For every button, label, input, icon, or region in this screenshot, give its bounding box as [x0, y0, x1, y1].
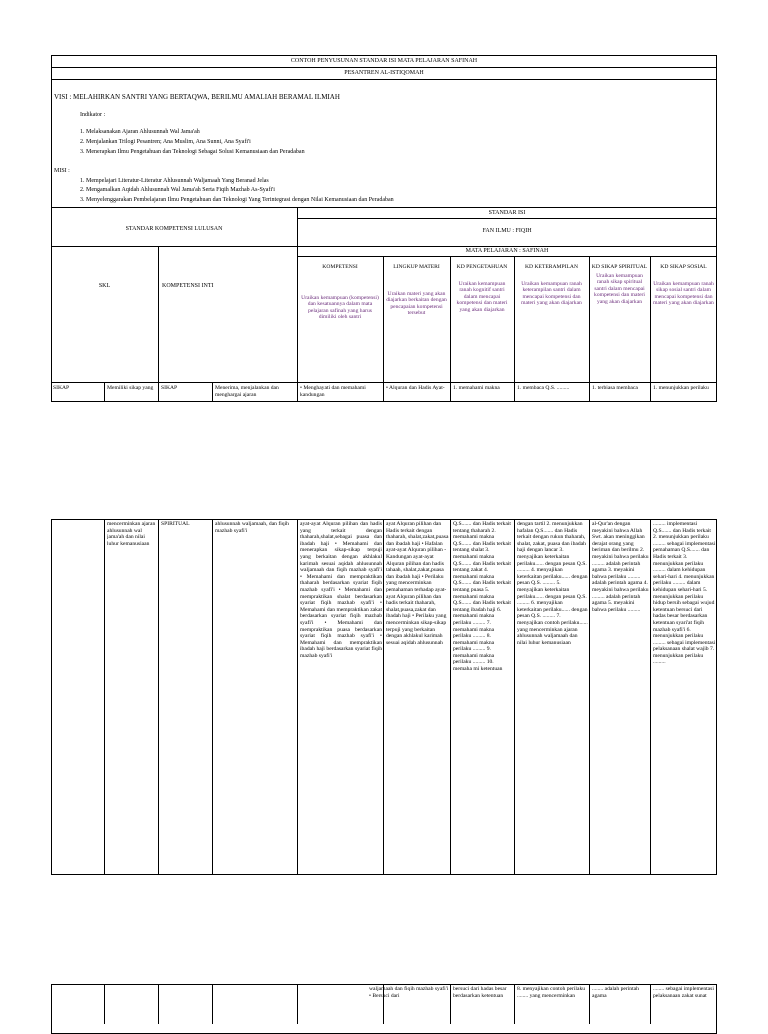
- col-kd-keterampilan: [516, 264, 587, 307]
- row1-kd-k: 1. membaca Q.S. .........: [517, 385, 570, 391]
- fan-ilmu: FAN ILMU : FIQIH: [482, 228, 532, 234]
- col-kd-pengetahuan-desc: Uraikan kemampuan ranah kognitif santri dalam mencapai kompetensi dan materi yang akan diajarkan: [456, 280, 508, 313]
- mata-pelajaran: MATA PELAJARAN : SAFINAH: [465, 248, 549, 254]
- misi-3: 3. Menyelenggarakan Pembelajaran Ilmu Pengetahuan dan Teknologi Yang Terintegrasi dengan Nilai Kemanusiaan dan Peradaban: [80, 197, 394, 203]
- indikator-label: Indikator :: [80, 112, 106, 118]
- col-kd-sikap-sosial-head: KD SIKAP SOSIAL: [660, 264, 707, 270]
- skl-col-header: SKL: [98, 283, 111, 289]
- p3-kd-k: 8. menyajikan contoh perilaku ........ yang mencerminkan: [517, 986, 586, 999]
- col-lingkup: [385, 264, 448, 317]
- row1-kd-so: 1. menunjukkan perilaku: [653, 385, 709, 391]
- col-kd-sikap-sosial-desc: Uraikan kemampuan ranah sikap sosial santri dalam mencapai kompetensi dan materi yang akan diajarkan: [653, 280, 714, 307]
- col-lingkup-desc: Uraikan materi yang akan diajarkan berkaitan dengan pencapaian kompetensi tersebut: [386, 290, 447, 317]
- p2-kompetensi: ayat-ayat Alquran pilihan dan hadis yang terkait dengan thaharah,shalat,sebagai puasa dan ibadah haji • Memahami dan menerapkan sikap-sikap terpuji yang berkaitan dengan akhlakul karimah sesuai aqidah ahlusunnah waljamaah dan fiqih mazhab syafi'i • Memahami dan mempraktikan thaharah berdasarkan syariat fiqih mazhab syafi'i • Memahami dan mempraktikan shalat berdasarkan syariat fiqih mazhab syafi'i • Memahami dan mempraktikan zakat berdasarkan syariat fiqih mazhab syafi'i • Memahami dan mempraktikan puasa berdasarkan syariat fiqih mazhab syafi'i • Memahami dan mempraktikan ibadah haji berdasarkan syariat fiqih mazhab syafi'i: [300, 521, 382, 659]
- p3-kd-p: bersuci dari hadas besar berdasarkan ketentuan: [453, 986, 507, 999]
- col-kompetensi-head: KOMPETENSI: [322, 264, 358, 270]
- indikator-2: 2. Menjalankan Trilogi Pesantren; Ana Muslim, Ana Sunni, Ana Syafi'i: [80, 139, 251, 145]
- p2-skl-desc: mencerminkan ajaran ahlusunnah wal jama'ah dan nilai luhur kemanusiaan: [107, 521, 156, 547]
- row1-skl: SIKAP: [53, 385, 70, 391]
- p2-kd-ss: al-Qur'an dengan meyakini bahwa Allah Swt. akan meninggikan derajat orang yang beriman dan berilmu 2. meyakini bahwa perilaku ......... adalah perintah agama 3. meyakini bahwa perilaku ......... adalah perintah agama 4. meyakini bahwa perilaku ......... adalah perintah agama 5. meyakini bahwa perilaku .........: [592, 521, 649, 613]
- indikator-1: 1. Melaksanakan Ajaran Ahlusunnah Wal Jama'ah: [80, 129, 200, 135]
- ki-col-header: KOMPETENSI INTI: [162, 283, 214, 289]
- col-kd-sikap-spiritual-head: KD SIKAP SPIRITUAL: [591, 264, 648, 270]
- row1-ki-desc: Menerima, menjalankan dan menghargai ajaran: [215, 385, 279, 398]
- p2-ki: SPIRITUAL: [161, 521, 190, 527]
- doc-title: CONTOH PENYUSUNAN STANDAR ISI MATA PELAJARAN SAFINAH: [290, 58, 478, 64]
- p3-kd-so: ........ sebagai implementasi pelaksanaan zakat sunat: [653, 986, 714, 999]
- p2-kd-so: ......... implementasi Q.S....... dan Hadis terkait 2. menunjukkan perilaku ......... sebagai implementasi pemahaman Q.S....... dan Hadis terkait 3. menunjukkan perilaku ......... dalam kehidupan sehari-hari 4. menunjukkan perilaku ......... dalam kehidupan sehari-hari 5. menunjukkan perilaku hidup bersih sebagai wujud ketentuan bersuci dari hadas besar berdasarkan ketentuan syari'at fiqih mazhab syafi'i 6. menunjukkan perilaku ......... sebagai implementasi pelaksanaan shalat wajib 7. menunjukkan perilaku .........: [653, 521, 716, 666]
- skl-header: STANDAR KOMPETENSI LULUSAN: [125, 226, 223, 232]
- p2-kd-p: Q.S....... dan Hadis terkait tentang thaharah 2. memahami makna Q.S....... dan Hadis terkait tentang shalat 3. memahami makna Q.S....... dan Hadis terkait tentang zakat 4. memahami makna Q.S....... dan Hadis terkait tentang puasa 5. memahami makna Q.S....... dan Hadis terkait tentang ibadah haji 6. memahami makna perilaku ......... 7. memahami makna perilaku ......... 8. memahami makna perilaku ......... 9. memahami makna perilaku ......... 10. memaha mi ketentuan: [453, 521, 511, 673]
- visi: VISI : MELAHIRKAN SANTRI YANG BERTAQWA, BERILMU AMALIAH BERAMAL ILMIAH: [54, 93, 340, 101]
- row1-kd-p: 1. memahami makna: [453, 385, 500, 391]
- col-kd-pengetahuan: [452, 264, 512, 314]
- indikator-3: 3. Menerapkan Ilmu Pengetahuan dan Teknologi Sebagai Solusi Kemanusiaan dan Peradaban: [80, 149, 305, 155]
- p2-kd-k: dengan tartil 2. menunjukkan hafalan Q.S....... dan Hadis terkait dengan rukun thaharah, shalat, zakat, puasa dan ibadah haji dengan lancar 3. menyajikan keterkaitan perilaku...... dengan pesan Q.S. ......... 4. menyajikan keterkaitan perilaku...... dengan pesan Q.S. ......... 5. menyajikan keterkaitan perilaku...... dengan pesan Q.S. ......... 6. menyajikan keterkaitan perilaku...... dengan pesan Q.S. ......... 7. menyajikan contoh perilaku...... yang mencerminkan ajaran ahlusunnah waljamaah dan nilai luhur kemanusiaan: [517, 521, 588, 646]
- row1-lingkup: • Alquran dan Hadis Ayat-: [386, 385, 445, 391]
- col-kd-sikap-spiritual: [591, 264, 648, 306]
- row1-skl-desc: Memiliki sikap yang: [107, 385, 154, 391]
- col-kompetensi: [299, 264, 381, 321]
- p2-lingkup: ayat Alquran pilihan dan Hadis terkait dengan thaharah, shalat,zakat,puasa dan ibadah haji • Hafalan ayat-ayat Alquran pilihan - Kandungan ayat-ayat Alquran pilihan dan hadis tahaah, shalat,zakat,puasa dan ibadah haji • Perilaku yang mencerminkan pemahaman terhadap ayat-ayat Alquran pilihan dan hadis terkait thaharah, shalat,puasa,zakat dan ibadah haji • Perilaku yang mencerminkan sikap-sikap terpuji yang berkaitan dengan akhlakul karimah sesuai aqidah ahlusunnah: [386, 521, 449, 646]
- col-kd-keterampilan-desc: Uraikan kemampuan ranah keterampilan santri dalam mencapai kompetensi dan materi yang akan diajarkan: [521, 280, 582, 307]
- row1-kompetensi: • Menghayati dan memahami kandungan: [300, 385, 366, 398]
- col-kd-pengetahuan-head: KD PENGETAHUAN: [456, 264, 508, 270]
- misi-label: MISI :: [54, 168, 70, 174]
- row1-ki: SIKAP: [161, 385, 178, 391]
- col-kd-keterampilan-head: KD KETERAMPILAN: [525, 264, 578, 270]
- row1-kd-ss: 1. terbiasa membaca: [592, 385, 638, 391]
- p3-kompetensi: waljamaah dan fiqih mazhab syafi'i • Bersuci dari: [369, 986, 449, 999]
- standar-isi-label: STANDAR ISI: [488, 210, 526, 216]
- pesantren-name: PESANTREN AL-ISTIQOMAH: [344, 70, 424, 76]
- misi-2: 2. Mengamalkan Aqidah Ahlusunnah Wal Jama'ah Serta Fiqih Mazhab As-Syafi'i: [80, 187, 275, 193]
- col-kd-sikap-sosial: [652, 264, 715, 307]
- p2-ki-desc: ahlusunnah waljamaah, dan fiqih mazhab syafi'i: [215, 521, 289, 534]
- misi-1: 1. Mempelajari Literatur-Literatur Ahlusunnah Waljamaah Yang Beranad Jelas: [80, 178, 269, 184]
- col-kd-sikap-spiritual-desc: Uraikan kemampuan ranah sikap spiritual santri dalam mencapai kompetensi dan materi yang akan diajarkan: [594, 272, 645, 305]
- col-kompetensi-desc: Uraikan kemampuan (kompetensi) dan kesatuannya dalam mata pelajaran safinah yang harus dimiliki oleh santri: [301, 294, 379, 321]
- p3-kd-ss: ........ adalah perintah agama: [592, 986, 639, 999]
- col-lingkup-head: LINGKUP MATERI: [393, 264, 440, 270]
